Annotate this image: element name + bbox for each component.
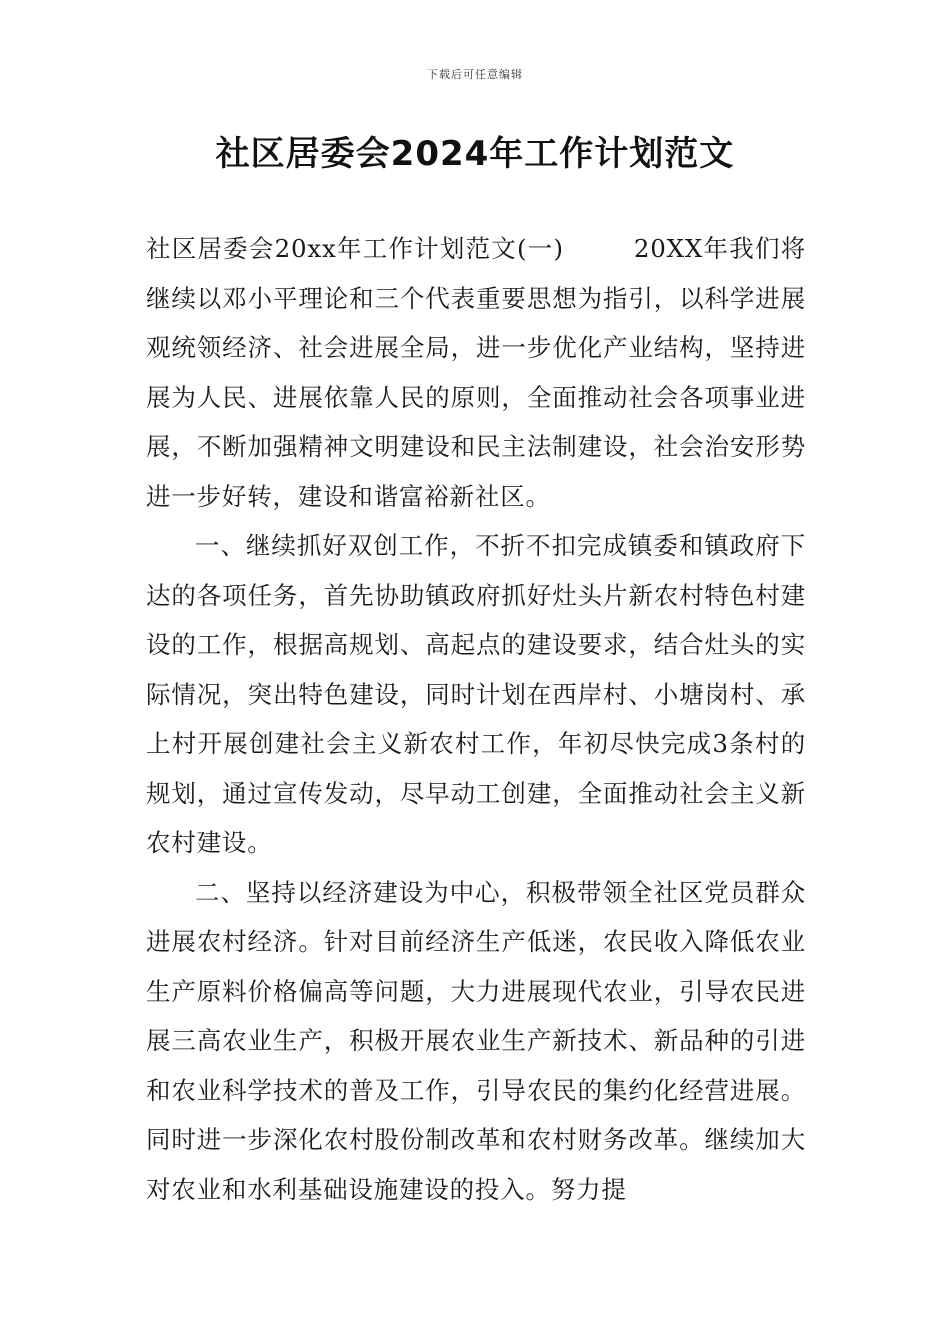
- document-body: [146, 224, 806, 1214]
- paragraph-1: 一、继续抓好双创工作，不折不扣完成镇委和镇政府下达的各项任务，首先协助镇政府抓好灶头片新农村特色村建设的工作，根据高规划、高起点的建设要求，结合灶头的实际情况，突出特色建设，同时计划在西岸村、小塘岗村、承上村开展创建社会主义新农村工作，年初尽快完成3条村的规划，通过宣传发动，尽早动工创建，全面推动社会主义新农村建设。: [146, 531, 806, 857]
- document-title: 社区居委会2024年工作计划范文: [215, 134, 735, 174]
- header-note: 下载后可任意编辑: [427, 68, 523, 81]
- intro-heading: 社区居委会20xx年工作计划范文(一): [146, 234, 564, 263]
- intro-paragraph: [146, 224, 806, 521]
- intro-text: 20XX年我们将继续以邓小平理论和三个代表重要思想为指引，以科学进展观统领经济、社会进展全局，进一步优化产业结构，坚持进展为人民、进展依靠人民的原则，全面推动社会各项事业进展，不断加强精神文明建设和民主法制建设，社会治安形势进一步好转，建设和谐富裕新社区。: [146, 234, 806, 511]
- paragraph-2: 二、坚持以经济建设为中心，积极带领全社区党员群众进展农村经济。针对目前经济生产低迷，农民收入降低农业生产原料价格偏高等问题，大力进展现代农业，引导农民进展三高农业生产，积极开展农业生产新技术、新品种的引进和农业科学技术的普及工作，引导农民的集约化经营进展。同时进一步深化农村股份制改革和农村财务改革。继续加大对农业和水利基础设施建设的投入。努力提: [146, 877, 806, 1204]
